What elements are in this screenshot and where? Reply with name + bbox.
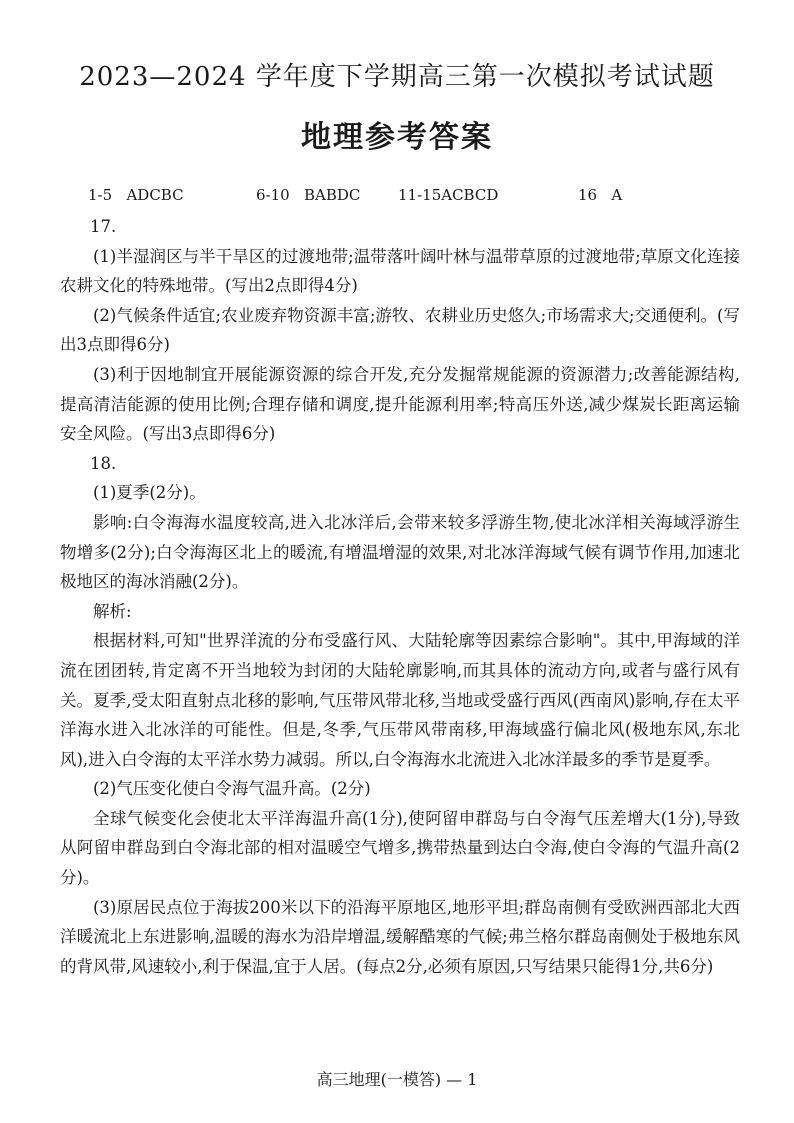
q18-impact: 影响:白令海海水温度较高,进入北冰洋后,会带来较多浮游生物,使北冰洋相关海域浮游生物增多(2分);白令海海区北上的暖流,有增温增湿的效果,对北冰洋海域气候有调节作用,加速北极地区的海冰消融(2分)。 <box>60 512 740 592</box>
q17-part-1: (1)半湿润区与半干旱区的过渡地带;温带落叶阔叶林与温带草原的过渡地带;草原文化连接农耕文化的特殊地带。(写出2点即得4分) <box>60 246 740 296</box>
answer-range-6-10: 6-10 BABDC <box>256 186 361 204</box>
q18-part-2-explanation: 全球气候变化会使北太平洋海温升高(1分),使阿留申群岛与白令海气压差增大(1分),导致从阿留申群岛到白令海北部的相对温暖空气增多,携带热量到达白令海,使白令海的气温升高(2分)。 <box>60 808 740 888</box>
q18-part-2: (2)气压变化使白令海气温升高。(2分) <box>93 779 371 799</box>
answer-subtitle: 地理参考答案 <box>301 120 493 155</box>
exam-title: 2023—2024 学年度下学期高三第一次模拟考试试题 <box>79 62 715 92</box>
q18-part-1: (1)夏季(2分)。 <box>93 483 206 503</box>
answer-range-1-5: 1-5 ADCBC <box>88 186 184 204</box>
q17-part-3: (3)利于因地制宜开展能源资源的综合开发,充分发掘常规能源的资源潜力;改善能源结构,提高清洁能源的使用比例;合理存储和调度,提升能源利用率;特高压外送,减少煤炭长距离运输安全风险。(写出3点即得6分) <box>60 364 740 444</box>
question-17-number: 17. <box>90 217 117 236</box>
answer-range-11-15: 11-15ACBCD <box>398 186 499 204</box>
q18-part-3: (3)原居民点位于海拔200米以下的沿海平原地区,地形平坦;群岛南侧有受欧洲西部北大西洋暖流北上东进影响,温暖的海水为沿岸增温,缓解酷寒的气候;弗兰格尔群岛南侧处于极地东风的背风带,风速较小,利于保温,宜于人居。(每点2分,必须有原因,只写结果只能得1分,共6分) <box>60 897 740 976</box>
q18-analysis-text: 根据材料,可知"世界洋流的分布受盛行风、大陆轮廓等因素综合影响"。其中,甲海域的洋流在团团转,肯定离不开当地较为封闭的大陆轮廓影响,而其具体的流动方向,或者与盛行风有关。夏季,受太阳直射点北移的影响,气压带风带北移,当地或受盛行西风(西南风)影响,存在太平洋海水进入北冰洋的可能性。但是,冬季,气压带风带南移,甲海域盛行偏北风(极地东风,东北风),进入白令海的太平洋水势力减弱。所以,白令海海水北流进入北冰洋最多的季节是夏季。 <box>60 631 740 769</box>
q17-part-2: (2)气候条件适宜;农业废弃物资源丰富;游牧、农耕业历史悠久;市场需求大;交通便利。(写出3点即得6分) <box>60 305 740 355</box>
answer-body <box>60 212 740 981</box>
page-footer: 高三地理(一模答) — 1 <box>316 1070 478 1089</box>
question-18-number: 18. <box>90 453 117 473</box>
answer-range-16: 16 A <box>578 186 623 204</box>
multiple-choice-answer-key <box>88 186 728 210</box>
q18-analysis-label: 解析: <box>93 601 132 621</box>
